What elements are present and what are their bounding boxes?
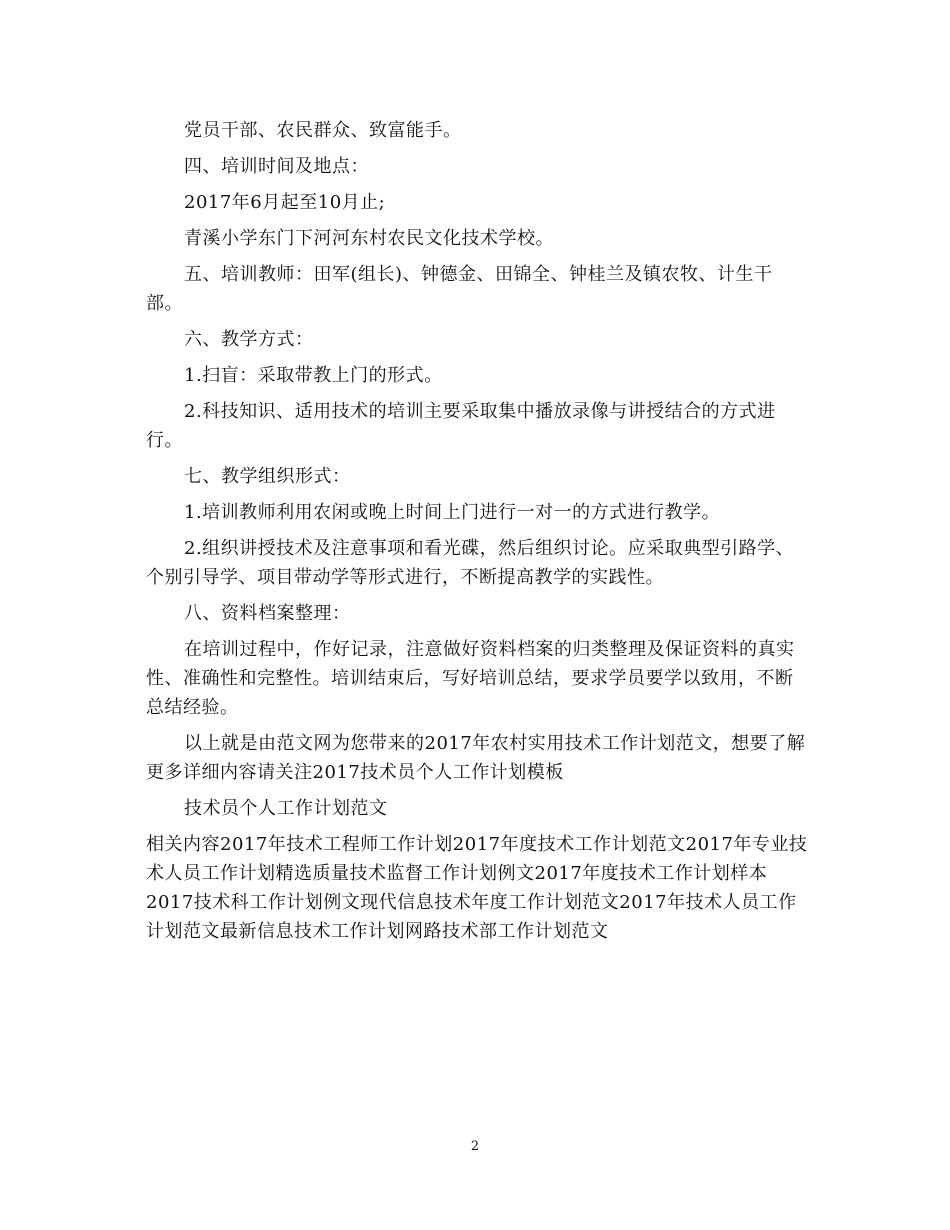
text-line: 党员干部、农民群众、致富能手。: [184, 120, 462, 141]
section-heading-records-archive: 八、资料档案整理：: [184, 603, 351, 624]
text-line: 2.科技知识、适用技术的培训主要采取集中播放录像与讲授结合的方式进: [184, 401, 776, 422]
section-heading-training-time-place: 四、培训时间及地点：: [184, 156, 369, 177]
text-line: 行。: [146, 430, 183, 451]
related-content-line: 计划范文最新信息技术工作计划网路技术部工作计划范文: [146, 921, 609, 942]
document-body: [146, 116, 810, 946]
related-content-line: 术人员工作计划精选质量技术监督工作计划例文2017年度技术工作计划样本: [146, 863, 768, 884]
text-line: 更多详细内容请关注2017技术员个人工作计划模板: [146, 762, 564, 783]
text-line: 以上就是由范文网为您带来的2017年农村实用技术工作计划范文，想要了解: [184, 733, 806, 754]
text-line: 在培训过程中，作好记录，注意做好资料档案的归类整理及保证资料的真实: [184, 639, 795, 660]
text-line: 1.扫盲：采取带教上门的形式。: [184, 365, 443, 386]
section-heading-training-teachers: 五、培训教师：田军(组长)、钟德金、田锦全、钟桂兰及镇农牧、计生干: [184, 264, 773, 285]
text-line: 1.培训教师利用农闲或晚上时间上门进行一对一的方式进行教学。: [184, 502, 721, 523]
section-heading-teaching-organization: 七、教学组织形式：: [184, 466, 351, 487]
text-line: 性、准确性和完整性。培训结束后，写好培训总结，要求学员要学以致用，不断: [146, 668, 794, 689]
text-line: 个别引导学、项目带动学等形式进行，不断提高教学的实践性。: [146, 567, 664, 588]
related-content-line: 相关内容2017年技术工程师工作计划2017年度技术工作计划范文2017年专业技: [146, 834, 808, 855]
text-line: 部。: [146, 293, 183, 314]
section-heading-teaching-methods: 六、教学方式：: [184, 329, 314, 350]
text-line: 2.组织讲授技术及注意事项和看光碟，然后组织讨论。应采取典型引路学、: [184, 538, 795, 559]
related-content-line: 2017技术科工作计划例文现代信息技术年度工作计划范文2017年技术人员工作: [146, 892, 797, 913]
text-line: 青溪小学东门下河河东村农民文化技术学校。: [184, 228, 554, 249]
text-line: 2017年6月起至10月止;: [184, 192, 386, 213]
text-line: 技术员个人工作计划范文: [184, 798, 388, 819]
text-line: 总结经验。: [146, 697, 239, 718]
page-number: 2: [470, 1139, 480, 1154]
